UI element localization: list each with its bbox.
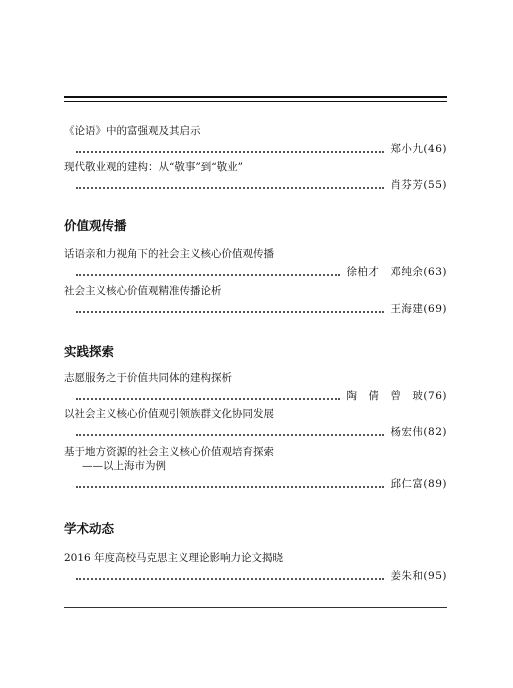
entry-title: 社会主义核心价值观精准传播论析 [64,285,222,297]
dot-leader [76,577,384,580]
dot-leader [76,433,384,436]
entry-leader-line [64,143,447,156]
toc-entry[interactable] [64,551,447,583]
entry-author-page: 陶 倩 曾 玻(76) [346,390,447,402]
entry-author-page: 邱仁富(89) [390,478,447,490]
dot-leader [76,485,384,488]
section-heading: 实践探索 [64,344,115,359]
dot-leader [76,150,384,153]
section-heading: 价值观传播 [64,218,127,233]
entry-leader-line [64,390,447,403]
entry-title: 以社会主义核心价值观引领族群文化协同发展 [64,408,274,420]
toc-entry[interactable] [64,247,447,279]
toc-entry[interactable] [64,160,447,192]
dot-leader [76,273,340,276]
entry-title: 《论语》中的富强观及其启示 [64,125,201,137]
toc-entry[interactable] [64,407,447,439]
entry-leader-line [64,478,447,491]
entry-title: 2016 年度高校马克思主义理论影响力论文揭晓 [64,552,284,564]
toc-entry[interactable] [64,284,447,316]
entry-author-page: 王海建(69) [390,303,447,315]
entry-author-page: 徐柏才 邓纯余(63) [346,266,447,278]
entry-leader-line [64,266,447,279]
entry-title: 志愿服务之于价值共同体的建构探析 [64,372,232,384]
entry-leader-line [64,426,447,439]
entry-author-page: 郑小九(46) [390,143,447,155]
dot-leader [76,186,384,189]
entry-subtitle: ——以上海市为例 [82,460,166,472]
entry-leader-line [64,570,447,583]
entry-leader-line [64,303,447,316]
entry-author-page: 肖芬芳(55) [390,179,447,191]
toc-entry[interactable] [64,371,447,403]
toc-entry[interactable] [64,445,447,491]
entry-leader-line [64,179,447,192]
dot-leader [76,397,340,400]
entry-author-page: 杨宏伟(82) [390,426,447,438]
bottom-rule [64,607,447,608]
toc-entry[interactable] [64,124,447,156]
entry-title: 话语亲和力视角下的社会主义核心价值观传播 [64,248,274,260]
entry-author-page: 姜朱和(95) [390,570,447,582]
entry-title: 基于地方资源的社会主义核心价值观培育探索 [64,446,274,458]
dot-leader [76,310,384,313]
entry-title: 现代敬业观的建构：从“敬事”到“敬业” [64,161,243,173]
section-heading: 学术动态 [64,521,115,536]
top-double-rule [64,96,447,102]
